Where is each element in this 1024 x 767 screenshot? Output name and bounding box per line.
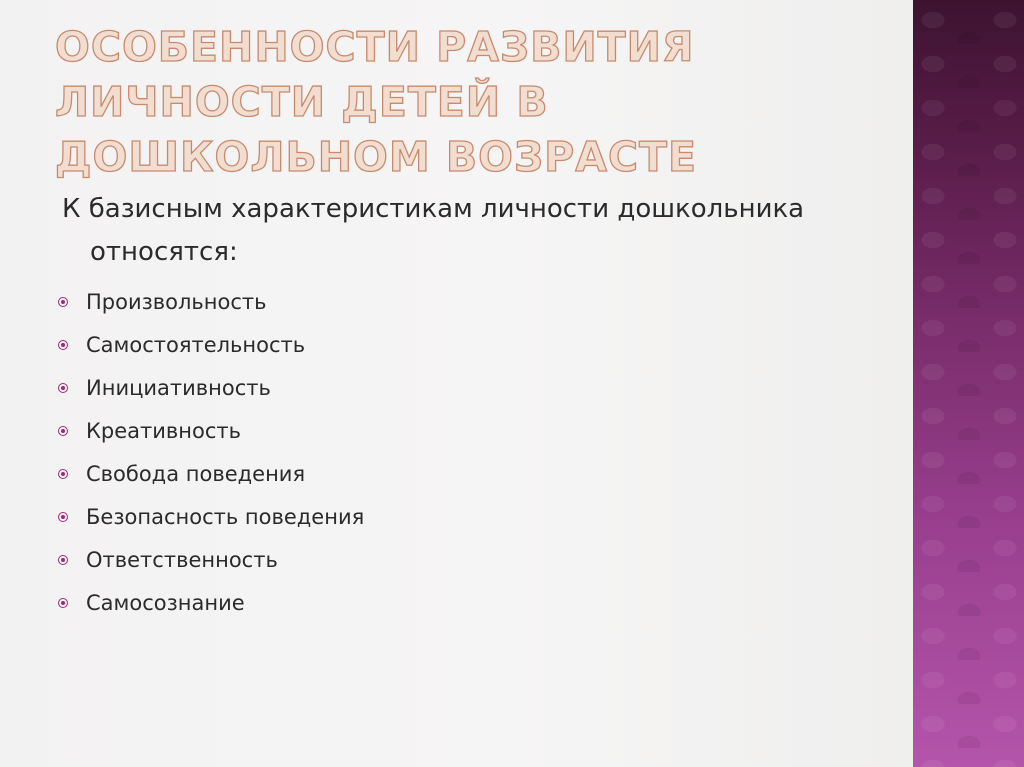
list-item-label: Самосознание (86, 590, 245, 615)
circled-dot-icon (58, 512, 68, 522)
circled-dot-icon (58, 598, 68, 608)
list-item-label: Свобода поведения (86, 461, 306, 486)
circled-dot-icon (58, 469, 68, 479)
circled-dot-icon (58, 340, 68, 350)
circled-dot-icon (58, 297, 68, 307)
list-item (58, 452, 364, 495)
list-item (58, 280, 364, 323)
list-item-label: Ответственность (86, 547, 278, 572)
circled-dot-icon (58, 383, 68, 393)
list-item (58, 366, 364, 409)
list-item-label: Безопасность поведения (86, 504, 365, 529)
list-item (58, 323, 364, 366)
list-item-label: Креативность (86, 418, 242, 443)
list-item (58, 538, 364, 581)
slide-title: ОСОБЕННОСТИ РАЗВИТИЯ ЛИЧНОСТИ ДЕТЕЙ В ДОШКОЛЬНОМ ВОЗРАСТЕ (55, 23, 698, 181)
circled-dot-icon (58, 426, 68, 436)
list-item-label: Произвольность (86, 289, 267, 314)
intro-text: К базисным характеристикам личности дошкольника относятся: (62, 194, 805, 267)
decorative-side-band (913, 0, 1024, 767)
list-item (58, 409, 364, 452)
characteristics-list (58, 280, 364, 624)
list-item-label: Инициативность (86, 375, 271, 400)
list-item-label: Самостоятельность (86, 332, 306, 357)
list-item (58, 495, 364, 538)
circled-dot-icon (58, 555, 68, 565)
list-item (58, 581, 364, 624)
